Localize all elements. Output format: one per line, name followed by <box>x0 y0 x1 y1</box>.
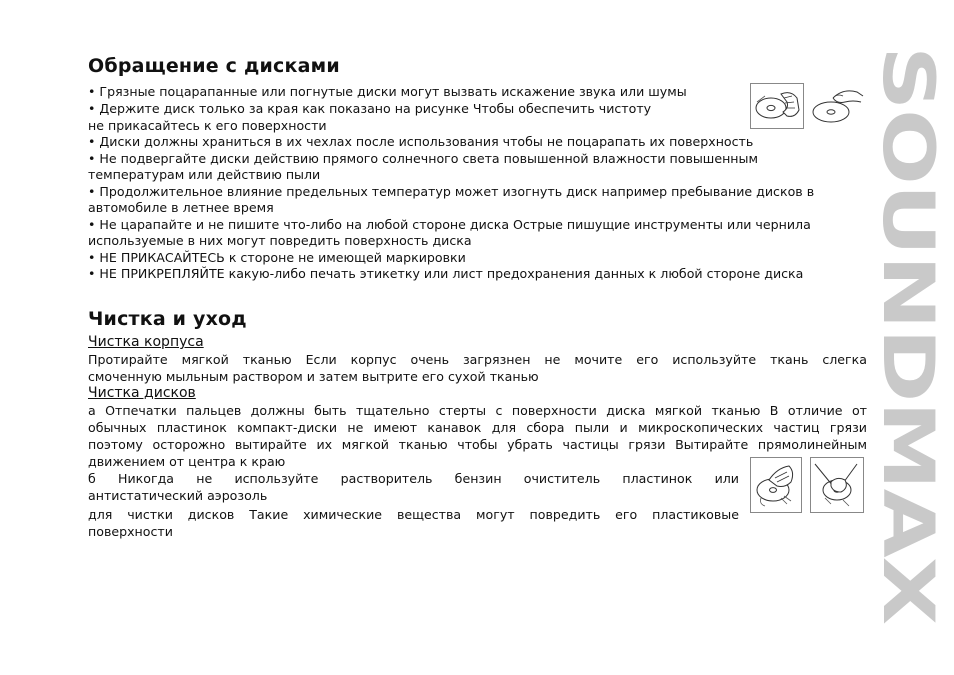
disc-bullet-2-cont: не прикасайтесь к его поверхности <box>88 118 327 133</box>
disc-cleaning-a-line-4: движением от центра к краю <box>88 454 286 469</box>
disc-cleaning-b-line-3: для чистки дисков Такие химические вещества могут повредить его пластиковые <box>88 507 739 522</box>
section-title-care: Чистка и уход <box>88 308 247 330</box>
disc-cleaning-a-line-1: а Отпечатки пальцев должны быть тщательно стерты с поверхности диска мягкой тканью В отличие от <box>88 403 867 418</box>
disc-bullet-4-cont: температурам или действию пыли <box>88 167 321 182</box>
disc-bullet-5: • Продолжительное влияние предельных температур может изогнуть диск например пребывание дисков в <box>88 184 815 199</box>
disc-bullet-1: • Грязные поцарапанные или погнутые диски могут вызвать искажение звука или шумы <box>88 84 687 99</box>
disc-bullet-6-cont: используемые в них могут повредить поверхность диска <box>88 233 472 248</box>
soundmax-logo <box>867 40 949 630</box>
hand-holding-disc-figure-1 <box>750 83 804 129</box>
disc-cleaning-b-line-4: поверхности <box>88 524 173 539</box>
disc-bullet-4: • Не подвергайте диски действию прямого солнечного света повышенной влажности повышенным <box>88 151 758 166</box>
disc-bullet-5-cont: автомобиле в летнее время <box>88 200 274 215</box>
body-cleaning-line-1: Протирайте мягкой тканью Если корпус очень загрязнен не мочите его используйте ткань слегка <box>88 352 867 367</box>
disc-bullet-6: • Не царапайте и не пишите что-либо на любой стороне диска Острые пишущие инструменты или чернила <box>88 217 811 232</box>
disc-bullet-2: • Держите диск только за края как показано на рисунке Чтобы обеспечить чистоту <box>88 101 652 116</box>
disc-bullet-7: • НЕ ПРИКАСАЙТЕСЬ к стороне не имеющей маркировки <box>88 250 466 265</box>
wiping-disc-figure-2 <box>810 457 864 513</box>
body-cleaning-line-2: смоченную мыльным раствором и затем вытрите его сухой тканью <box>88 369 539 384</box>
soundmax-logo-text: SOUNDMAX <box>867 46 949 500</box>
disc-bullet-3: • Диски должны храниться в их чехлах после использования чтобы не поцарапать их поверхность <box>88 134 754 149</box>
disc-cleaning-a-line-3: поэтому осторожно вытирайте их мягкой тканью чтобы убрать частицы грязи Вытирайте прямолинейным <box>88 437 867 452</box>
disc-cleaning-a-line-2: обычных пластинок компакт-диски не имеют канавок для сбора пыли и микроскопических частиц грязи <box>88 420 867 435</box>
disc-cleaning-b-line-1: б Никогда не используйте растворитель бензин очиститель пластинок или <box>88 471 739 486</box>
hand-holding-disc-figure-2 <box>806 83 866 129</box>
subheading-body-cleaning: Чистка корпуса <box>88 334 204 350</box>
disc-bullet-8: • НЕ ПРИКРЕПЛЯЙТЕ какую-либо печать этикетку или лист предохранения данных к любой стороне диска <box>88 266 804 281</box>
wiping-disc-figure-1 <box>750 457 802 513</box>
section-title-disc-handling: Обращение с дисками <box>88 55 340 77</box>
subheading-disc-cleaning: Чистка дисков <box>88 385 196 401</box>
disc-cleaning-b-line-2: антистатический аэрозоль <box>88 488 268 503</box>
